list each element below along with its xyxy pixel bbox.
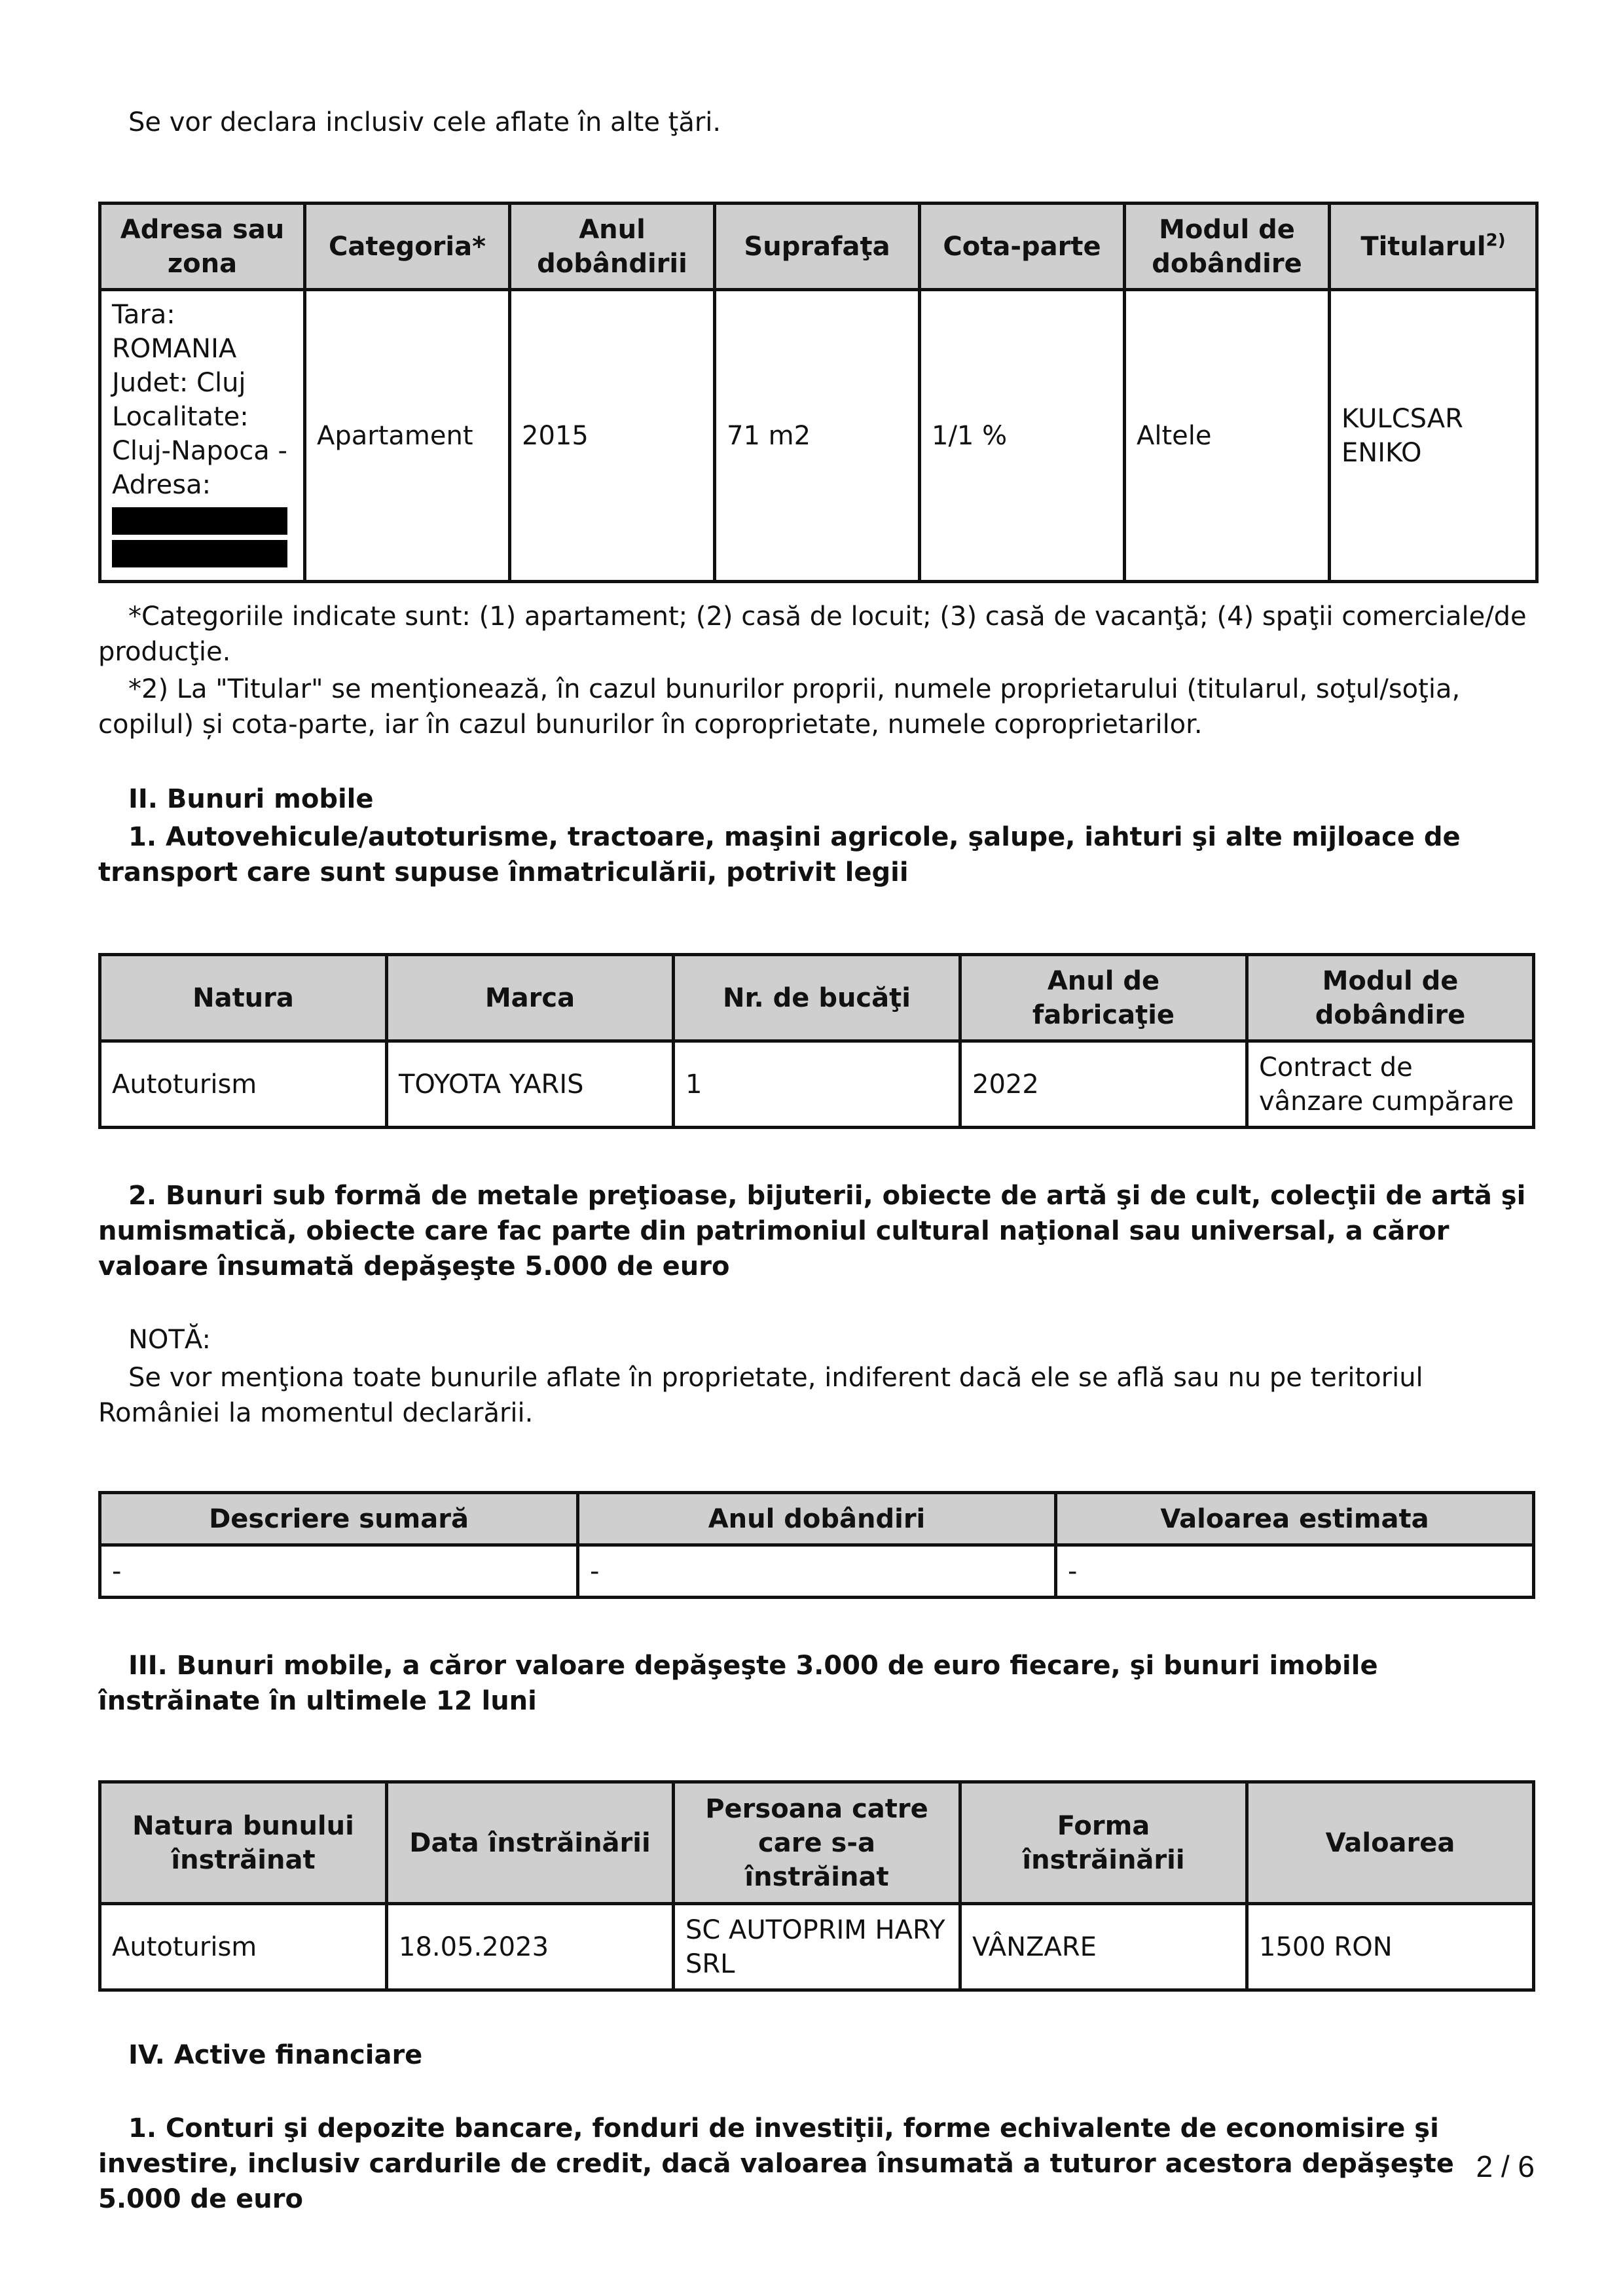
table-vehicule xyxy=(98,953,1535,1129)
cell-natura-bunului: Autoturism xyxy=(100,1904,387,1990)
cell-descriere: - xyxy=(100,1545,578,1598)
header-modul: Modul de dobândire xyxy=(1125,204,1330,290)
section-iv-1-heading: 1. Conturi şi depozite bancare, fonduri de investiţii, forme echivalente de economisire şi investire, inclusiv cardurile de credit, dacă valoarea însumată a tuturor acestora depăşeşte 5.000 de euro xyxy=(98,2113,1454,2214)
header-data-instrainarii: Data înstrăinării xyxy=(387,1782,674,1904)
section-iii-heading: III. Bunuri mobile, a căror valoare depăşeşte 3.000 de euro fiecare, şi bunuri imobile înstrăinate în ultimele 12 luni xyxy=(98,1651,1378,1716)
table-row xyxy=(100,290,1537,582)
cell-adresa xyxy=(100,290,305,582)
header-natura: Natura xyxy=(100,955,387,1041)
cell-cota: 1/1 % xyxy=(920,290,1125,582)
table-row xyxy=(100,1904,1534,1990)
note-categorii: *Categoriile indicate sunt: (1) apartament; (2) casă de locuit; (3) casă de vacanţă; (4) spaţii comerciale/de producţie. xyxy=(98,601,1527,667)
section-iv-heading: IV. Active financiare xyxy=(128,2040,423,2070)
cell-modul-dobandire: Contract de vânzare cumpărare xyxy=(1247,1041,1534,1128)
adresa-localitate: Localitate: Cluj-Napoca - xyxy=(112,402,287,466)
header-titularul-text: Titularul xyxy=(1360,231,1486,262)
header-adresa: Adresa sau zona xyxy=(100,204,305,290)
cell-anul-fabricatie: 2022 xyxy=(960,1041,1247,1128)
header-valoarea-estimata: Valoarea estimata xyxy=(1056,1493,1534,1545)
cell-data-instrainarii: 18.05.2023 xyxy=(387,1904,674,1990)
adresa-label: Adresa: xyxy=(112,470,211,500)
intro-text: Se vor declara inclusiv cele aflate în alte ţări. xyxy=(128,107,721,137)
header-anul-dobandiri: Anul dobândiri xyxy=(578,1493,1056,1545)
header-natura-bunului: Natura bunului înstrăinat xyxy=(100,1782,387,1904)
cell-suprafata: 71 m2 xyxy=(715,290,920,582)
header-valoarea: Valoarea xyxy=(1247,1782,1534,1904)
note-titular: *2) La "Titular" se menţionează, în cazul bunurilor proprii, numele proprietarului (titularul, soţul/soţia, copilul) și cota-parte, iar în cazul bunurilor în coproprietate, numele coproprietarilor. xyxy=(98,674,1461,740)
cell-categoria: Apartament xyxy=(305,290,510,582)
header-anul-fabricatie: Anul de fabricaţie xyxy=(960,955,1247,1041)
table-header-row xyxy=(100,955,1534,1041)
header-suprafata: Suprafaţa xyxy=(715,204,920,290)
header-persoana: Persoana catre care s-a înstrăinat xyxy=(674,1782,960,1904)
cell-modul: Altele xyxy=(1125,290,1330,582)
redaction-bar xyxy=(112,507,287,535)
nota-text: Se vor menţiona toate bunurile aflate în proprietate, indiferent dacă ele se află sau nu pe teritoriul României la momentul declarării. xyxy=(98,1363,1423,1428)
table-row xyxy=(100,1545,1534,1598)
header-anul: Anul dobândirii xyxy=(510,204,715,290)
table-header-row xyxy=(100,1782,1534,1904)
table-header-row xyxy=(100,1493,1534,1545)
table-row xyxy=(100,1041,1534,1128)
cell-nr-bucati: 1 xyxy=(674,1041,960,1128)
cell-natura: Autoturism xyxy=(100,1041,387,1128)
cell-anul-dobandiri: - xyxy=(578,1545,1056,1598)
header-forma-instrainarii: Forma înstrăinării xyxy=(960,1782,1247,1904)
section-ii-2-heading: 2. Bunuri sub formă de metale preţioase, bijuterii, obiecte de artă şi de cult, colecţii de artă şi numismatică, obiecte care fac parte din patrimoniul cultural naţional sau universal, a căror valoare însumată depăşeşte 5.000 de euro xyxy=(98,1181,1526,1282)
adresa-judet: Judet: Cluj xyxy=(112,368,246,398)
adresa-tara: Tara: ROMANIA xyxy=(112,300,237,364)
cell-marca: TOYOTA YARIS xyxy=(387,1041,674,1128)
table-instrainate xyxy=(98,1780,1535,1992)
cell-persoana: SC AUTOPRIM HARY SRL xyxy=(674,1904,960,1990)
cell-forma-instrainarii: VÂNZARE xyxy=(960,1904,1247,1990)
cell-valoarea: 1500 RON xyxy=(1247,1904,1534,1990)
page-number: 2 / 6 xyxy=(1476,2149,1535,2183)
header-descriere: Descriere sumară xyxy=(100,1493,578,1545)
section-ii-1-heading: 1. Autovehicule/autoturisme, tractoare, maşini agricole, şalupe, iahturi şi alte mijloace de transport care sunt supuse înmatriculării, potrivit legii xyxy=(98,822,1461,888)
cell-valoarea-estimata: - xyxy=(1056,1545,1534,1598)
table-bunuri xyxy=(98,1491,1535,1599)
table-imobile xyxy=(98,202,1539,583)
nota-label: NOTĂ: xyxy=(128,1325,211,1355)
header-categoria: Categoria* xyxy=(305,204,510,290)
cell-titular: KULCSAR ENIKO xyxy=(1330,290,1537,582)
header-marca: Marca xyxy=(387,955,674,1041)
header-titularul-footnote: 2) xyxy=(1486,230,1506,251)
redaction-bar xyxy=(112,540,287,567)
cell-anul: 2015 xyxy=(510,290,715,582)
section-ii-heading: II. Bunuri mobile xyxy=(128,784,374,814)
header-nr-bucati: Nr. de bucăţi xyxy=(674,955,960,1041)
header-cota: Cota-parte xyxy=(920,204,1125,290)
table-header-row xyxy=(100,204,1537,290)
header-titularul xyxy=(1330,204,1537,290)
header-modul-dobandire: Modul de dobândire xyxy=(1247,955,1534,1041)
